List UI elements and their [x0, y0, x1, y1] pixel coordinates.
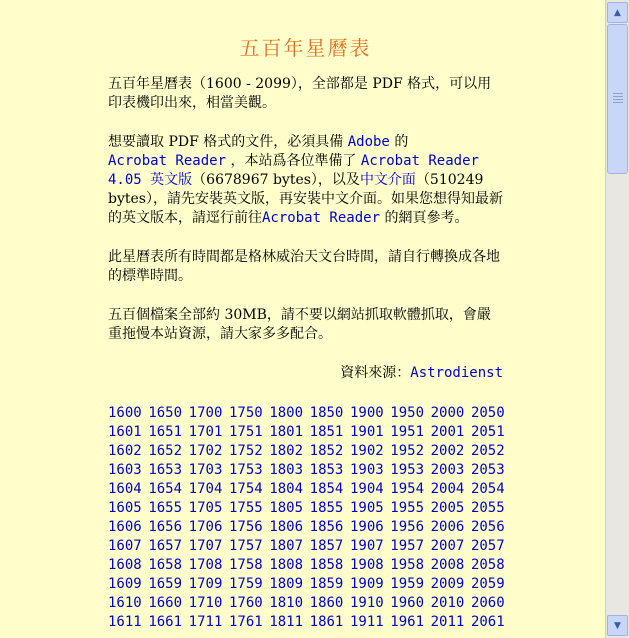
- year-link[interactable]: 1752: [228, 443, 263, 459]
- acrobat-reader-405-link[interactable]: Acrobat Reader 4.05 英文版: [108, 153, 479, 188]
- year-link[interactable]: 1756: [228, 519, 263, 535]
- year-link[interactable]: 1801: [269, 424, 304, 440]
- year-link[interactable]: 1901: [349, 424, 384, 440]
- year-link[interactable]: 1653: [148, 462, 183, 478]
- year-link[interactable]: 1809: [269, 576, 304, 592]
- scroll-down-icon[interactable]: ▼: [607, 615, 628, 636]
- year-link[interactable]: 2050: [470, 405, 505, 421]
- year-link[interactable]: 1955: [390, 500, 425, 516]
- year-link[interactable]: 1605: [108, 500, 142, 516]
- time-note-paragraph: 此星曆表所有時間都是格林威治天文台時間，請自行轉換成各地的標準時間。: [108, 249, 500, 284]
- source-line: [108, 364, 503, 383]
- year-link[interactable]: 1956: [390, 519, 425, 535]
- year-link[interactable]: 2008: [430, 557, 465, 573]
- year-link[interactable]: 1704: [188, 481, 223, 497]
- year-link[interactable]: 1906: [349, 519, 384, 535]
- year-link[interactable]: 1661: [148, 614, 183, 630]
- year-link[interactable]: 1805: [269, 500, 304, 516]
- year-link[interactable]: 1606: [108, 519, 142, 535]
- year-link[interactable]: 2007: [430, 538, 465, 554]
- adobe-link[interactable]: Adobe: [347, 134, 390, 150]
- year-link[interactable]: 1958: [390, 557, 425, 573]
- year-link[interactable]: 1760: [228, 595, 263, 611]
- year-link[interactable]: 1959: [390, 576, 425, 592]
- year-row: [108, 538, 503, 557]
- text: （510249 bytes），請先安裝英文版，再安裝中文介面。如果您想得知最新的英文版本，請逕行前往: [108, 172, 503, 226]
- intro-paragraph: 五百年星曆表（1600 - 2099），全部都是 PDF 格式，可以用印表機印出來，相當美觀。: [108, 76, 492, 111]
- text: ，本站爲各位準備了: [226, 153, 361, 169]
- year-link[interactable]: 2001: [430, 424, 465, 440]
- year-link[interactable]: 1803: [269, 462, 304, 478]
- year-link[interactable]: 1659: [148, 576, 183, 592]
- year-link[interactable]: 1650: [148, 405, 183, 421]
- year-link[interactable]: 1905: [349, 500, 384, 516]
- year-link[interactable]: 1657: [148, 538, 183, 554]
- year-link[interactable]: 1904: [349, 481, 384, 497]
- source-label: 資料來源：: [340, 365, 411, 381]
- year-row: [108, 443, 503, 462]
- year-link[interactable]: 1960: [390, 595, 425, 611]
- year-link[interactable]: 2060: [470, 595, 505, 611]
- acrobat-reader-link[interactable]: Acrobat Reader: [108, 153, 227, 169]
- year-link[interactable]: 1858: [309, 557, 344, 573]
- year-row: [108, 557, 503, 576]
- page-title: 五百年星曆表: [239, 36, 372, 60]
- year-link[interactable]: 1952: [390, 443, 425, 459]
- year-link[interactable]: 1857: [309, 538, 344, 554]
- year-link[interactable]: 1855: [309, 500, 344, 516]
- year-link[interactable]: 1802: [269, 443, 304, 459]
- year-link[interactable]: 1706: [188, 519, 223, 535]
- year-link[interactable]: 1951: [390, 424, 425, 440]
- year-link[interactable]: 1707: [188, 538, 223, 554]
- year-row: [108, 462, 503, 481]
- year-row: [108, 614, 503, 633]
- year-row: [108, 481, 503, 500]
- year-link[interactable]: 1754: [228, 481, 263, 497]
- chinese-interface-link[interactable]: 中文介面: [359, 172, 416, 188]
- year-link[interactable]: 2009: [430, 576, 465, 592]
- text: 想要讀取 PDF 格式的文件，必須具備: [108, 134, 348, 150]
- year-row: [108, 519, 503, 538]
- year-link[interactable]: 1953: [390, 462, 425, 478]
- year-link[interactable]: 1705: [188, 500, 223, 516]
- year-link[interactable]: 1954: [390, 481, 425, 497]
- year-link[interactable]: 1851: [309, 424, 344, 440]
- year-link[interactable]: 1609: [108, 576, 142, 592]
- year-link[interactable]: 1859: [309, 576, 344, 592]
- year-link[interactable]: 1907: [349, 538, 384, 554]
- year-link[interactable]: 1611: [108, 614, 142, 630]
- text: 的網頁參考。: [380, 210, 469, 226]
- vertical-scrollbar[interactable]: [605, 0, 629, 638]
- year-link[interactable]: 2056: [470, 519, 505, 535]
- year-link[interactable]: 1658: [148, 557, 183, 573]
- year-link[interactable]: 1607: [108, 538, 142, 554]
- year-link[interactable]: 1861: [309, 614, 344, 630]
- year-link[interactable]: 1759: [228, 576, 263, 592]
- text: 的: [389, 134, 409, 150]
- year-link[interactable]: 1806: [269, 519, 304, 535]
- year-row: [108, 595, 503, 614]
- year-link[interactable]: 1800: [269, 405, 304, 421]
- year-link[interactable]: 1757: [228, 538, 263, 554]
- year-link[interactable]: 1910: [349, 595, 384, 611]
- text: （6678967 bytes），以及: [192, 172, 360, 188]
- year-link[interactable]: 2004: [430, 481, 465, 497]
- year-link[interactable]: 1701: [188, 424, 223, 440]
- year-link[interactable]: 1902: [349, 443, 384, 459]
- year-link[interactable]: 1654: [148, 481, 183, 497]
- year-link[interactable]: 1860: [309, 595, 344, 611]
- year-link[interactable]: 1600: [108, 405, 142, 421]
- year-link[interactable]: 2006: [430, 519, 465, 535]
- year-link[interactable]: 1810: [269, 595, 304, 611]
- year-link[interactable]: 1751: [228, 424, 263, 440]
- year-link[interactable]: 1602: [108, 443, 142, 459]
- year-link[interactable]: 1950: [390, 405, 425, 421]
- year-link[interactable]: 2058: [470, 557, 505, 573]
- year-link[interactable]: 1656: [148, 519, 183, 535]
- year-link[interactable]: 2002: [430, 443, 465, 459]
- year-link[interactable]: 2053: [470, 462, 505, 478]
- year-link[interactable]: 1961: [390, 614, 425, 630]
- year-link[interactable]: 2055: [470, 500, 505, 516]
- year-row: [108, 500, 503, 519]
- year-link[interactable]: 1807: [269, 538, 304, 554]
- year-link[interactable]: 1610: [108, 595, 142, 611]
- year-row: [108, 424, 503, 443]
- year-link[interactable]: 1755: [228, 500, 263, 516]
- year-link[interactable]: 1808: [269, 557, 304, 573]
- year-link[interactable]: 2003: [430, 462, 465, 478]
- year-link[interactable]: 1804: [269, 481, 304, 497]
- year-link[interactable]: 1753: [228, 462, 263, 478]
- year-link[interactable]: 1911: [349, 614, 384, 630]
- year-link[interactable]: 2057: [470, 538, 505, 554]
- year-row: [108, 576, 503, 595]
- year-link[interactable]: 2051: [470, 424, 505, 440]
- year-link[interactable]: 1852: [309, 443, 344, 459]
- astrodienst-link[interactable]: Astrodienst: [410, 365, 503, 381]
- year-link[interactable]: 2061: [470, 614, 505, 630]
- year-link[interactable]: 1900: [349, 405, 384, 421]
- year-link[interactable]: 2054: [470, 481, 505, 497]
- year-link[interactable]: 1957: [390, 538, 425, 554]
- year-link[interactable]: 1909: [349, 576, 384, 592]
- year-link[interactable]: 2011: [430, 614, 465, 630]
- year-link[interactable]: 1758: [228, 557, 263, 573]
- year-link[interactable]: 1601: [108, 424, 142, 440]
- year-link[interactable]: 1604: [108, 481, 142, 497]
- acrobat-paragraph: [108, 133, 503, 228]
- year-link[interactable]: 1908: [349, 557, 384, 573]
- year-link[interactable]: 1608: [108, 557, 142, 573]
- year-link[interactable]: 1660: [148, 595, 183, 611]
- scrollbar-thumb[interactable]: [607, 24, 628, 174]
- content: [108, 0, 503, 633]
- download-note-paragraph: 五百個檔案全部約 30MB，請不要以網站抓取軟體抓取，會嚴重拖慢本站資源，請大家多多配合。: [108, 307, 491, 342]
- year-link[interactable]: 2005: [430, 500, 465, 516]
- year-link[interactable]: 1702: [188, 443, 223, 459]
- scroll-up-icon[interactable]: ▲: [607, 2, 628, 23]
- year-link[interactable]: 1854: [309, 481, 344, 497]
- year-link[interactable]: 1700: [188, 405, 223, 421]
- year-links-grid: [108, 405, 503, 633]
- year-link[interactable]: 1708: [188, 557, 223, 573]
- year-link[interactable]: 1853: [309, 462, 344, 478]
- year-row: [108, 405, 503, 424]
- year-link[interactable]: 1655: [148, 500, 183, 516]
- year-link[interactable]: 1761: [228, 614, 263, 630]
- year-link[interactable]: 1903: [349, 462, 384, 478]
- year-link[interactable]: 1856: [309, 519, 344, 535]
- year-link[interactable]: 1652: [148, 443, 183, 459]
- year-link[interactable]: 1850: [309, 405, 344, 421]
- year-link[interactable]: 1750: [228, 405, 263, 421]
- year-link[interactable]: 1709: [188, 576, 223, 592]
- acrobat-reader-web-link[interactable]: Acrobat Reader: [262, 210, 381, 226]
- year-link[interactable]: 1651: [148, 424, 183, 440]
- year-link[interactable]: 1603: [108, 462, 142, 478]
- year-link[interactable]: 1711: [188, 614, 223, 630]
- year-link[interactable]: 1710: [188, 595, 223, 611]
- year-link[interactable]: 1811: [269, 614, 304, 630]
- year-link[interactable]: 2059: [470, 576, 505, 592]
- year-link[interactable]: 2000: [430, 405, 465, 421]
- year-link[interactable]: 1703: [188, 462, 223, 478]
- year-link[interactable]: 2052: [470, 443, 505, 459]
- year-link[interactable]: 2010: [430, 595, 465, 611]
